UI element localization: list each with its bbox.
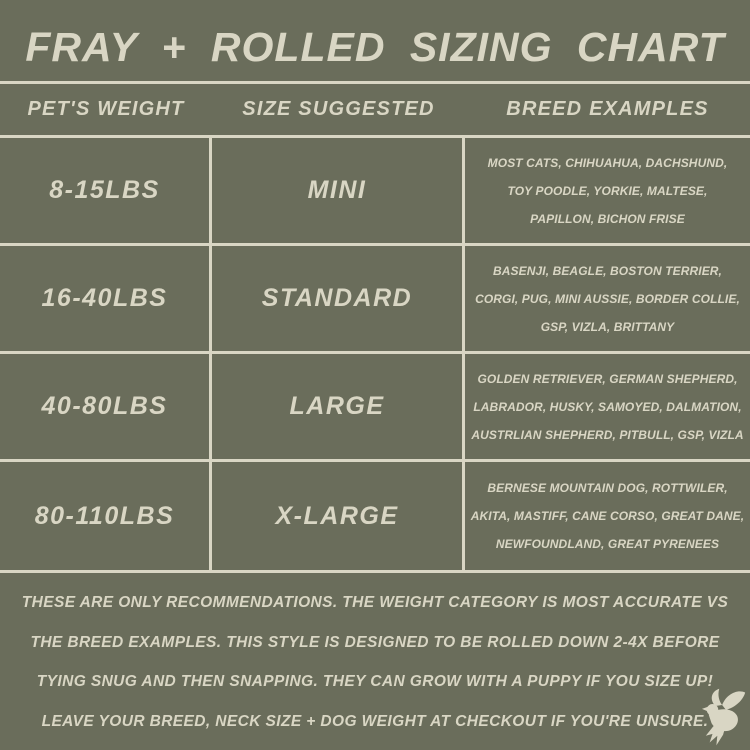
disclaimer-line: THE BREED EXAMPLES. THIS STYLE IS DESIGNED TO BE ROLLED DOWN 2-4X BEFORE — [30, 633, 720, 651]
breeds-line: BASENJI, BEAGLE, BOSTON TERRIER, — [492, 263, 722, 278]
header-breed-examples: BREED EXAMPLES — [506, 98, 709, 120]
table-row-large — [0, 354, 750, 462]
sizing-table — [0, 135, 750, 573]
breeds-line: LABRADOR, HUSKY, SAMOYED, DALMATION, — [473, 399, 742, 414]
header-size-suggested: SIZE SUGGESTED — [242, 98, 435, 120]
size-cell: STANDARD — [212, 246, 465, 351]
breeds-line: CORGI, PUG, MINI AUSSIE, BORDER COLLIE, — [475, 291, 740, 306]
disclaimer-line: LEAVE YOUR BREED, NECK SIZE + DOG WEIGHT AT CHECKOUT IF YOU'RE UNSURE. — [41, 712, 709, 730]
breeds-cell — [465, 246, 750, 351]
breeds-line: PAPILLON, BICHON FRISE — [530, 211, 685, 226]
breeds-line: MOST CATS, CHIHUAHUA, DACHSHUND, — [487, 155, 728, 170]
breeds-line: TOY POODLE, YORKIE, MALTESE, — [507, 183, 708, 198]
breeds-cell — [465, 138, 750, 243]
flying-bird-icon — [701, 688, 749, 747]
size-cell: MINI — [212, 138, 465, 243]
breeds-line: GSP, VIZLA, BRITTANY — [540, 319, 675, 334]
table-row-standard — [0, 246, 750, 354]
weight-cell: 40-80LBS — [0, 354, 212, 459]
breeds-line: AUSTRLIAN SHEPHERD, PITBULL, GSP, VIZLA — [471, 427, 744, 442]
breeds-cell — [465, 462, 750, 570]
weight-cell: 8-15LBS — [0, 138, 212, 243]
breeds-cell — [465, 354, 750, 459]
breeds-line: NEWFOUNDLAND, GREAT PYRENEES — [495, 537, 720, 551]
weight-cell: 16-40LBS — [0, 246, 212, 351]
disclaimer-line: THESE ARE ONLY RECOMMENDATIONS. THE WEIGHT CATEGORY IS MOST ACCURATE VS — [21, 594, 729, 611]
breeds-line: AKITA, MASTIFF, CANE CORSO, GREAT DANE, — [470, 509, 745, 523]
table-row-mini — [0, 138, 750, 246]
header-pets-weight: PET'S WEIGHT — [27, 98, 185, 120]
breeds-line: GOLDEN RETRIEVER, GERMAN SHEPHERD, — [477, 371, 738, 386]
disclaimer-text — [0, 583, 750, 741]
size-cell: X-LARGE — [212, 462, 465, 570]
disclaimer-line: TYING SNUG AND THEN SNAPPING. THEY CAN GROW WITH A PUPPY IF YOU SIZE UP! — [36, 673, 714, 690]
table-header-row — [0, 84, 750, 135]
weight-cell: 80-110LBS — [0, 462, 212, 570]
breeds-line: BERNESE MOUNTAIN DOG, ROTTWILER, — [487, 481, 728, 495]
page-title: FRAY + ROLLED SIZING CHART — [25, 24, 725, 70]
table-row-xlarge — [0, 462, 750, 570]
size-cell: LARGE — [212, 354, 465, 459]
